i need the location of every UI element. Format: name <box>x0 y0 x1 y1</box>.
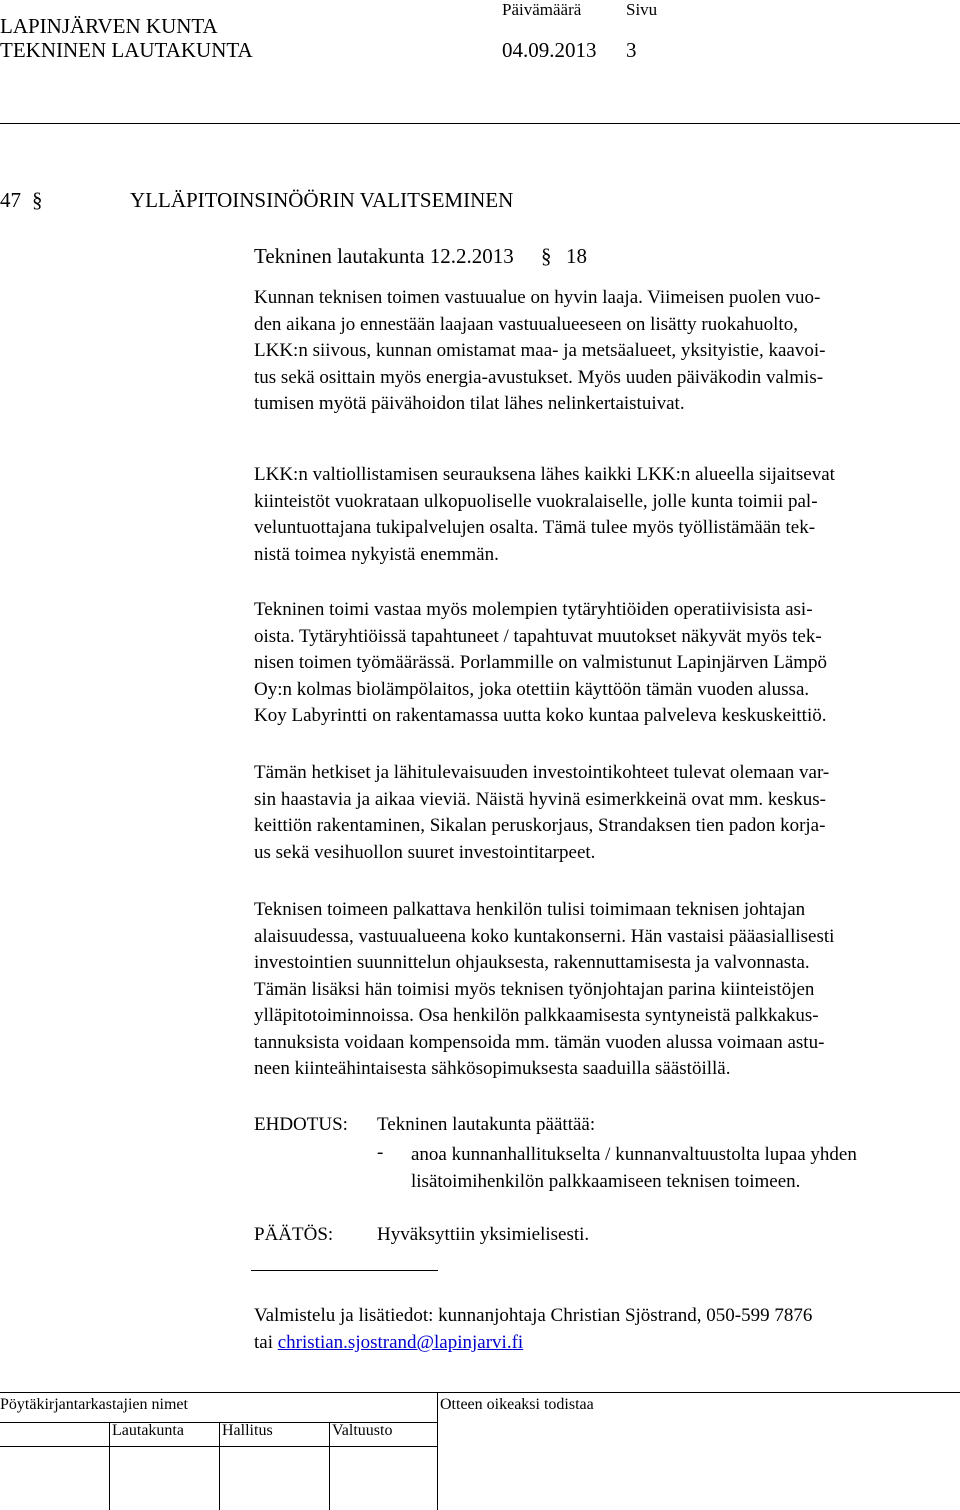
proposal-item <box>411 1142 857 1195</box>
page-number: 3 <box>626 38 637 62</box>
paragraph-5 <box>254 897 960 1083</box>
text-line: LKK:n siivous, kunnan omistamat maa- ja metsäalueet, yksityistie, kaavoi- <box>254 340 826 361</box>
text-line: nistä toimea nykyistä enemmän. <box>254 543 499 565</box>
proposal-label: EHDOTUS: <box>254 1114 348 1135</box>
text-line: den aikana jo ennestään laajaan vastuualueeseen on lisätty ruokahuolto, <box>254 313 798 335</box>
footer-body-lautakunta: Lautakunta <box>112 1422 184 1439</box>
contact-line-2 <box>254 1332 523 1354</box>
page-label: Sivu <box>626 0 658 19</box>
footer-divider <box>0 1392 960 1393</box>
footer-column-divider <box>437 1392 438 1510</box>
reference-section-sign: § <box>541 244 552 268</box>
paragraph-3 <box>254 597 960 730</box>
text-line: tus sekä osittain myös energia-avustukset. Myös uuden päiväkodin valmis- <box>254 366 824 388</box>
text-line: oista. Tytäryhtiöissä tapahtuneet / tapahtuvat muutokset näkyvät myös tek- <box>254 625 822 647</box>
text-line: anoa kunnanhallitukselta / kunnanvaltuustolta lupaa yhden <box>411 1144 857 1165</box>
item-title: YLLÄPITOINSINÖÖRIN VALITSEMINEN <box>130 188 514 212</box>
text-line: neen kiinteähintaisesta sähkösopimuksesta saaduilla säästöillä. <box>254 1058 731 1079</box>
paragraph-2 <box>254 462 960 568</box>
examiners-label: Pöytäkirjantarkastajien nimet <box>0 1396 188 1413</box>
contact-line: Valmistelu ja lisätiedot: kunnanjohtaja Christian Sjöstrand, 050-599 7876 <box>254 1305 813 1326</box>
text-line: nisen toimen työmäärässä. Porlammille on valmistunut Lapinjärven Lämpö <box>254 652 828 673</box>
paragraph-4 <box>254 760 960 866</box>
text-line: keittiön rakentaminen, Sikalan peruskorjaus, Strandaksen tien padon korja- <box>254 815 826 836</box>
text-line: kiinteistöt vuokrataan ulkopuoliselle vuokralaiselle, jolle kunta toimii pal- <box>254 490 818 512</box>
text-line: Tämän lisäksi hän toimisi myös teknisen työnjohtajan parina kiinteistöjen <box>254 978 815 1000</box>
decision-text: Hyväksyttiin yksimielisesti. <box>377 1224 590 1245</box>
text-line: tumisen myötä päivähoidon tilat lähes nelinkertaistuivat. <box>254 393 685 414</box>
separator-line <box>251 1270 438 1271</box>
text-line: veluntuottajana tukipalvelujen osalta. Tämä tulee myös työllistämään tek- <box>254 517 816 538</box>
reference-text: Tekninen lautakunta 12.2.2013 <box>254 244 514 268</box>
footer-col-line-2 <box>219 1422 220 1510</box>
proposal-dash: - <box>377 1142 384 1163</box>
certified-label: Otteen oikeaksi todistaa <box>440 1396 594 1413</box>
item-number: 47 <box>0 188 21 212</box>
footer-body-hallitus: Hallitus <box>222 1422 273 1439</box>
text-line: ylläpitotoiminnoissa. Osa henkilön palkkaamisesta syntyneistä palkkakus- <box>254 1005 819 1026</box>
header-divider <box>0 123 960 124</box>
paragraph-1 <box>254 285 960 418</box>
footer-col-line-3 <box>329 1422 330 1510</box>
footer-col-line-1 <box>109 1422 110 1510</box>
reference-number: 18 <box>566 244 587 268</box>
text-line: us sekä vesihuollon suuret investointitarpeet. <box>254 841 596 863</box>
contact-email-link[interactable]: christian.sjostrand@lapinjarvi.fi <box>277 1332 524 1353</box>
board-name: TEKNINEN LAUTAKUNTA <box>0 38 253 62</box>
text-line: investointien suunnittelun ohjauksesta, rakennuttamisesta ja valvonnasta. <box>254 952 810 973</box>
text-line: Teknisen toimeen palkattava henkilön tulisi toimimaan teknisen johtajan <box>254 899 806 920</box>
text-line: Koy Labyrintti on rakentamassa uutta koko kuntaa palveleva keskuskeittiö. <box>254 705 827 726</box>
text-line: Kunnan teknisen toimen vastuualue on hyvin laaja. Viimeisen puolen vuo- <box>254 287 821 308</box>
document-date: 04.09.2013 <box>502 38 597 62</box>
text-line: alaisuudessa, vastuualueena koko kuntakonserni. Hän vastaisi pääasiallisesti <box>254 925 835 947</box>
proposal-intro: Tekninen lautakunta päättää: <box>377 1114 596 1135</box>
text-line: LKK:n valtiollistamisen seurauksena lähes kaikki LKK:n alueella sijaitsevat <box>254 464 835 485</box>
decision-label: PÄÄTÖS: <box>254 1224 334 1245</box>
text-line: lisätoimihenkilön palkkaamiseen teknisen toimeen. <box>411 1170 801 1192</box>
text-line: sin haastavia ja aikaa vieviä. Näistä hyvinä esimerkkeinä ovat mm. keskus- <box>254 788 826 810</box>
text-line: Tekninen toimi vastaa myös molempien tytäryhtiöiden operatiivisista asi- <box>254 599 813 620</box>
section-sign: § <box>32 188 43 212</box>
footer-body-valtuusto: Valtuusto <box>332 1422 393 1439</box>
contact-prefix: tai <box>254 1332 273 1353</box>
text-line: Oy:n kolmas biolämpölaitos, joka otettiin käyttöön tämän vuoden alussa. <box>254 678 810 700</box>
text-line: Tämän hetkiset ja lähitulevaisuuden investointikohteet tulevat olemaan var- <box>254 762 830 783</box>
date-label: Päivämäärä <box>502 0 582 19</box>
organization-name: LAPINJÄRVEN KUNTA <box>0 14 218 38</box>
text-line: tannuksista voidaan kompensoida mm. tämän vuoden alussa voimaan astu- <box>254 1031 825 1053</box>
